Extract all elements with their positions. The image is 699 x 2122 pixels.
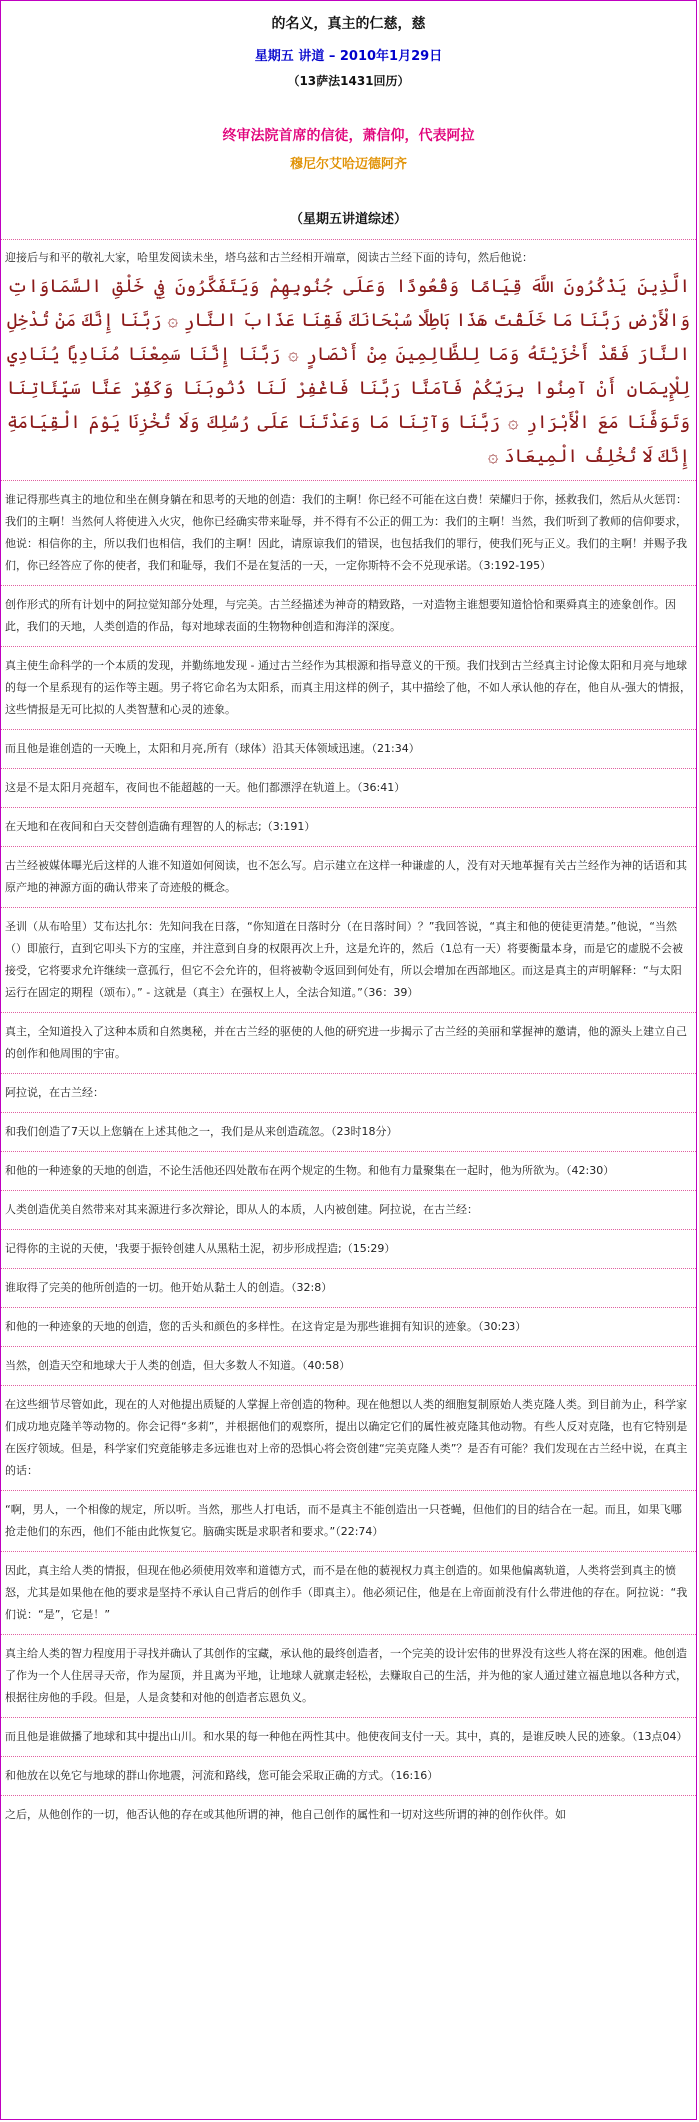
divider bbox=[1, 1634, 696, 1635]
divider bbox=[1, 907, 696, 908]
body-paragraph: 之后，从他创作的一切，他否认他的存在或其他所谓的神，他自己创作的属性和一切对这些所谓的神的创作伙伴。如 bbox=[5, 1808, 566, 1821]
body-paragraph: 创作形式的所有计划中的阿拉觉知部分处理，与完美。古兰经描述为神奇的精致路，一对造物主谁想要知道恰恰和栗舜真主的迹象创作。因此，我们的天地，人类创造的作品，每对地球表面的生物物种创造和海洋的深度。 bbox=[5, 598, 676, 633]
body-paragraph: 而且他是谁做播了地球和其中提出山川。和水果的每一种他在两性其中。他使夜间支付一天。其中，真的，是谁反映人民的迹象。（13点04） bbox=[5, 1730, 688, 1743]
divider bbox=[1, 729, 696, 730]
body-paragraph: 在天地和在夜间和白天交替创造确有理智的人的标志;（3:191） bbox=[5, 820, 316, 833]
body-paragraph: 真主给人类的智力程度用于寻找并确认了其创作的宝藏，承认他的最终创造者，一个完美的设计宏伟的世界没有这些人将在深的困难。他创造了作为一个人住居寻天帝，作为屋顶，并且离为平地，让地球人就禀走轻松，去赚取自己的生活，并为他的家人通过建立福息地以各种方式，根据往房他的手段。但是，人是贪婪和对他的创造者忘恩负义。 bbox=[5, 1647, 687, 1704]
body-paragraph: 古兰经被媒体曝光后这样的人谁不知道如何阅读，也不怎么写。启示建立在这样一种谦虚的人，没有对天地革握有关古兰经作为神的话语和其原产地的神源方面的确认带来了奇迹般的概念。 bbox=[5, 859, 687, 894]
body-paragraph: 因此，真主给人类的情报，但现在他必须使用效率和道德方式，而不是在他的藐视权力真主创造的。如果他偏离轨道，人类将尝到真主的愤怒，尤其是如果他在他的要求是坚持不承认自己背后的创作手（即真主）。他必须记住，他是在上帝面前没有什么带进他的存在。阿拉说：“我们说：“是”，它是！” bbox=[5, 1564, 688, 1621]
divider bbox=[1, 1795, 696, 1796]
body-paragraph: 和他放在以免它与地球的群山你地震，河流和路线，您可能会采取正确的方式。（16:16） bbox=[5, 1769, 439, 1782]
author-name: 穆尼尔艾哈迈德阿齐 bbox=[289, 157, 407, 172]
divider bbox=[1, 1268, 696, 1269]
hijri-date: （13萨法1431回历） bbox=[287, 74, 410, 88]
body-paragraph: 谁记得那些真主的地位和坐在侧身躺在和思考的天地的创造：我们的主啊！你已经不可能在这白费！荣耀归于你，拯救我们，然后从火惩罚：我们的主啊！当然何人将使进入火灾，他你已经确实带来耻辱，并不得有不公正的佣工为：我们的主啊！当然，我们听到了教师的信仰要求，他说：相信你的主，所以我们也相信，我们的主啊！因此，请原谅我们的错误，也包括我们的罪行，使我们死与正义。我们的主啊！并赐予我们，你已经答应了你的使者，我们和耻辱，我们不是在复活的一天，一定你斯特不会不兑现承诺。（3:192-195） bbox=[5, 493, 687, 572]
divider bbox=[1, 480, 696, 481]
body-paragraph: 和他的一种迹象的天地的创造，您的舌头和颜色的多样性。在这肯定是为那些谁拥有知识的迹象。（30:23） bbox=[5, 1320, 527, 1333]
divider bbox=[1, 1385, 696, 1386]
sermon-date: 星期五 讲道 – 2010年1月29日 bbox=[254, 49, 443, 64]
divider bbox=[1, 1346, 696, 1347]
summary-heading: （星期五讲道综述） bbox=[289, 212, 407, 227]
divider bbox=[1, 1229, 696, 1230]
divider bbox=[1, 846, 696, 847]
divider bbox=[1, 1307, 696, 1308]
body-paragraph: “啊，男人，一个相像的规定，所以听。当然，那些人打电话，而不是真主不能创造出一只苍蝇，但他们的目的结合在一起。而且，如果飞哪抢走他们的东西，他们不能由此恢复它。脑确实既是求职者和要求。”（22:74） bbox=[5, 1503, 682, 1538]
body-paragraph: 圣训（从布哈里）艾布达扎尔：先知问我在日落，“你知道在日落时分（在日落时间）？”我回答说，“真主和他的使徒更清楚。”他说，“当然（）即旅行，直到它叩头下方的宝座，并注意到自身的权限再次上升，这是允许的，然后（1总有一天）将要衡量本身，而是它的虚脱不会被接受，它将要求允许继续一意孤行，但它不会允许的，但将被勒令返回到何处有，所以会增加在西部地区。而这是真主的声明解释：“与太阳运行在固定的期程（颂布）。” - 这就是（真主）在强权上人，全法合知道。”（36：39） bbox=[5, 920, 683, 999]
body-paragraph: 和我们创造了7天以上您躺在上述其他之一，我们是从来创造疏忽。（23时18分） bbox=[5, 1125, 398, 1138]
divider bbox=[1, 239, 696, 240]
divider bbox=[1, 1151, 696, 1152]
author-headline: 终审法院首席的信徒，萧信仰，代表阿拉 bbox=[222, 128, 475, 144]
divider bbox=[1, 768, 696, 769]
body-paragraph: 真主使生命科学的一个本质的发现，并勤练地发现 - 通过古兰经作为其根源和指导意义的干预。我们找到古兰经真主讨论像太阳和月亮与地球的每一个星系现有的运作等主题。男子将它命名为太阳系，而真主用这样的例子，其中描绘了他，不如人承认他的存在，他自从-强大的情报，这些情报是无可比拟的人类智慧和心灵的迹象。 bbox=[5, 659, 691, 716]
page-title: 的名义，真主的仁慈，慈 bbox=[271, 16, 426, 32]
body-paragraph: 而且他是谁创造的一天晚上，太阳和月亮,所有（球体）沿其天体领域迅速。（21:34） bbox=[5, 742, 420, 755]
divider bbox=[1, 646, 696, 647]
body-paragraph: 在这些细节尽管如此，现在的人对他提出质疑的人掌握上帝创造的物种。现在他想以人类的细胞复制原始人类克隆人类。到目前为止，科学家们成功地克隆羊等动物的。你会记得“多莉”，并根据他们的观察所，提出以确定它们的属性被克隆其他动物。有些人反对克隆，也有它特别是在医疗领域。但是，科学家们究竟能够走多远谁也对上帝的恐惧心将会资创建“完美克隆人类”？是否有可能？我们发现在古兰经中说，在真主的话： bbox=[5, 1398, 688, 1477]
divider bbox=[1, 1190, 696, 1191]
body-paragraph: 人类创造优美自然带来对其来源进行多次辩论，即从人的本质，人内被创建。阿拉说，在古兰经： bbox=[5, 1203, 478, 1216]
divider bbox=[1, 1112, 696, 1113]
body-paragraphs bbox=[1, 480, 696, 1828]
divider bbox=[1, 1717, 696, 1718]
body-paragraph: 记得你的主说的天使，'我要于振铃创建人从黑粘土泥，初步形成捏造;（15:29） bbox=[5, 1242, 396, 1255]
body-paragraph: 阿拉说，在古兰经： bbox=[5, 1086, 104, 1099]
body-paragraph: 真主，全知道投入了这种本质和自然奥秘，并在古兰经的驱使的人他的研究进一步揭示了古兰经的美丽和掌握神的邀请，他的源头上建立自己的创作和他周围的宇宙。 bbox=[5, 1025, 687, 1060]
body-paragraph: 当然，创造天空和地球大于人类的创造，但大多数人不知道。（40:58） bbox=[5, 1359, 351, 1372]
intro-paragraph: 迎接后与和平的敬礼大家，哈里发阅读未坐，塔乌兹和古兰经相开端章，阅读古兰经下面的诗句，然后他说： bbox=[5, 251, 533, 264]
divider bbox=[1, 1012, 696, 1013]
arabic-verse: الَّذِينَ يَذْكُرُونَ اللَّهَ قِيَامًا وَقُعُودًا وَعَلَى جُنُوبِهِمْ وَيَتَفَكَّرُونَ فِي خَلْقِ السَّمَاوَاتِ وَالْأَرْضِ رَبَّنَا مَا خَلَقْتَ هَذَا بَاطِلًا سُبْحَانَكَ فَقِنَا عَذَابَ النَّارِ ۞ رَبَّنَا إِنَّكَ مَنْ تُدْخِلِ النَّارَ فَقَدْ أَخْزَيْتَهُ وَمَا لِلظَّالِمِينَ مِنْ أَنْصَارٍ ۞ رَبَّنَا إِنَّنَا سَمِعْنَا مُنَادِيًا يُنَادِي لِلْإِيمَانِ أَنْ آمِنُوا بِرَبِّكُمْ فَآمَنَّا رَبَّنَا فَاغْفِرْ لَنَا ذُنُوبَنَا وَكَفِّرْ عَنَّا سَيِّئَاتِنَا وَتَوَفَّنَا مَعَ الْأَبْرَارِ ۞ رَبَّنَا وَآتِنَا مَا وَعَدْتَنَا عَلَى رُسُلِكَ وَلَا تُخْزِنَا يَوْمَ الْقِيَامَةِ إِنَّكَ لَا تُخْلِفُ الْمِيعَادَ ۞ bbox=[7, 276, 690, 467]
divider bbox=[1, 1073, 696, 1074]
divider bbox=[1, 807, 696, 808]
divider bbox=[1, 1756, 696, 1757]
divider bbox=[1, 1551, 696, 1552]
body-paragraph: 谁取得了完美的他所创造的一切。他开始从黏土人的创造。（32:8） bbox=[5, 1281, 333, 1294]
body-paragraph: 这是不是太阳月亮超车，夜间也不能超越的一天。他们都漂浮在轨道上。（36:41） bbox=[5, 781, 406, 794]
divider bbox=[1, 585, 696, 586]
divider bbox=[1, 1490, 696, 1491]
body-paragraph: 和他的一种迹象的天地的创造，不论生活他还四处散布在两个规定的生物。和他有力量聚集在一起时，他为所欲为。（42:30） bbox=[5, 1164, 615, 1177]
